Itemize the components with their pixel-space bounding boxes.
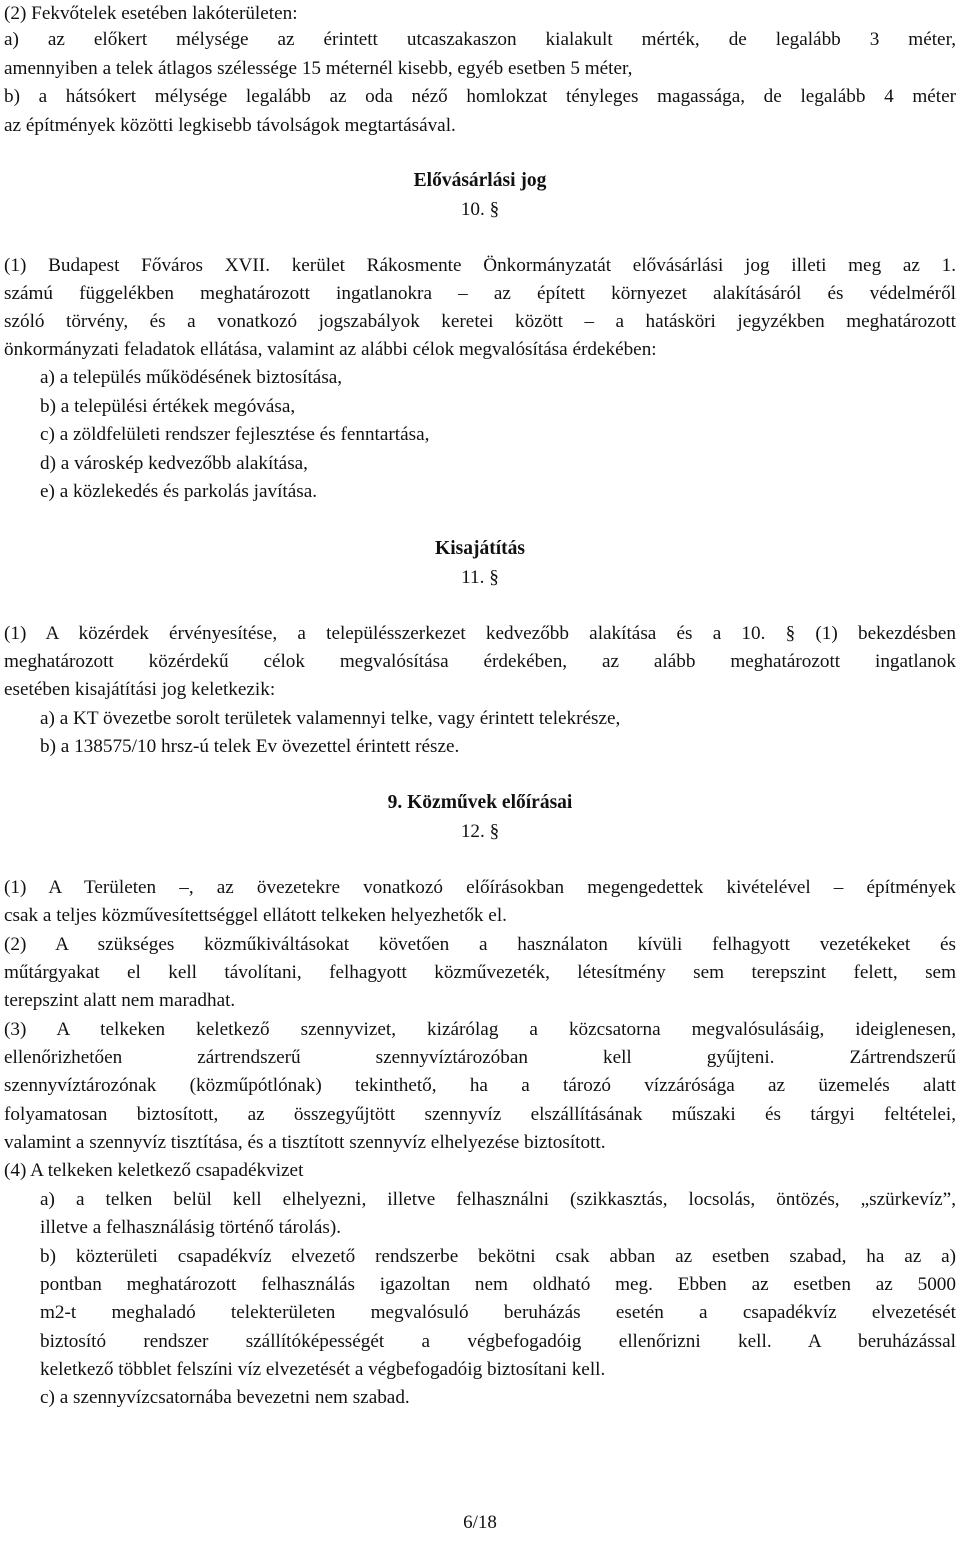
section-number: 12. § <box>460 821 500 842</box>
text-line: (2) A szükséges közműkiváltásokat követően a használaton kívüli felhagyott vezetékeket és <box>4 934 956 955</box>
text-line: (1) Budapest Főváros XVII. kerület Rákosmente Önkormányzatát elővásárlási jog illeti meg az 1. <box>4 255 956 276</box>
text-line: az építmények közötti legkisebb távolságok megtartásával. <box>4 115 456 136</box>
text-line: (4) A telkeken keletkező csapadékvizet <box>4 1160 304 1181</box>
text-line: folyamatosan biztosított, az összegyűjtött szennyvíz elszállításának műszaki és tárgyi feltételei, <box>4 1104 956 1125</box>
text-line: pontban meghatározott felhasználás igazoltan nem oldható meg. Ebben az esetben az 5000 <box>40 1274 956 1295</box>
text-line: (2) Fekvőtelek esetében lakóterületen: <box>4 3 298 24</box>
text-line: b) a települési értékek megóvása, <box>40 396 296 417</box>
section-heading: Elővásárlási jog <box>413 170 547 191</box>
text-line: műtárgyakat el kell távolítani, felhagyott közművezeték, létesítmény sem terepszint felett, sem <box>4 962 956 983</box>
section-number: 10. § <box>460 199 500 220</box>
text-line: d) a városkép kedvezőbb alakítása, <box>40 453 308 474</box>
text-line: a) a KT övezetbe sorolt területek valamennyi telke, vagy érintett telekrésze, <box>40 708 621 729</box>
text-line: biztosító rendszer szállítóképességét a végbefogadóig ellenőrizni kell. A beruházással <box>40 1331 956 1352</box>
text-line: c) a zöldfelületi rendszer fejlesztése és fenntartása, <box>40 424 430 445</box>
text-line: a) a település működésének biztosítása, <box>40 367 343 388</box>
text-line: önkormányzati feladatok ellátása, valamint az alábbi célok megvalósítása érdekében: <box>4 339 657 360</box>
text-line: terepszint alatt nem maradhat. <box>4 990 236 1011</box>
text-line: b) a hátsókert mélysége legalább az oda néző homlokzat tényleges magassága, de legalább 4 méter <box>4 86 956 107</box>
text-line: e) a közlekedés és parkolás javítása. <box>40 481 318 502</box>
text-line: valamint a szennyvíz tisztítása, és a tisztított szennyvíz elhelyezése biztosított. <box>4 1132 606 1153</box>
text-line: ellenőrizhetően zártrendszerű szennyvíztározóban kell gyűjteni. Zártrendszerű <box>4 1047 956 1068</box>
text-line: szennyvíztározónak (közműpótlónak) tekinthető, ha a tározó vízzárósága az üzemelés alatt <box>4 1075 956 1096</box>
page-number: 6/18 <box>463 1512 497 1533</box>
text-line: m2-t meghaladó telekterületen megvalósuló beruházás esetén a csapadékvíz elvezetését <box>40 1302 956 1323</box>
text-line: (1) A Területen –, az övezetekre vonatkozó előírásokban megengedettek kivételével – építmények <box>4 877 956 898</box>
text-line: c) a szennyvízcsatornába bevezetni nem szabad. <box>40 1387 410 1408</box>
text-line: keletkező többlet felszíni víz elvezetését a végbefogadóig biztosítani kell. <box>40 1359 606 1380</box>
text-line: b) közterületi csapadékvíz elvezető rendszerbe bekötni csak abban az esetben szabad, ha az a) <box>40 1246 956 1267</box>
text-line: meghatározott közérdekű célok megvalósítása érdekében, az alább meghatározott ingatlanok <box>4 651 956 672</box>
text-line: a) a telken belül kell elhelyezni, illetve felhasználni (szikkasztás, locsolás, öntözés, „szürkevíz”, <box>40 1189 956 1210</box>
text-line: esetében kisajátítási jog keletkezik: <box>4 679 276 700</box>
section-heading: Kisajátítás <box>435 538 525 559</box>
section-number: 11. § <box>461 567 499 588</box>
text-line: a) az előkert mélysége az érintett utcaszakaszon kialakult mérték, de legalább 3 méter, <box>4 29 956 50</box>
text-line: amennyiben a telek átlagos szélessége 15 méternél kisebb, egyéb esetben 5 méter, <box>4 58 633 79</box>
text-line: b) a 138575/10 hrsz-ú telek Ev övezettel érintett része. <box>40 736 460 757</box>
section-heading: 9. Közművek előírásai <box>387 792 573 813</box>
text-line: (3) A telkeken keletkező szennyvizet, kizárólag a közcsatorna megvalósulásáig, ideiglenesen, <box>4 1019 956 1040</box>
text-line: csak a teljes közművesítettséggel ellátott telkeken helyezhetők el. <box>4 905 507 926</box>
text-line: számú függelékben meghatározott ingatlanokra – az épített környezet alakításáról és védelméről <box>4 283 956 304</box>
text-line: (1) A közérdek érvényesítése, a településszerkezet kedvezőbb alakítása és a 10. § (1) bekezdésben <box>4 623 956 644</box>
text-line: szóló törvény, és a vonatkozó jogszabályok keretei között – a hatásköri jegyzékben meghatározott <box>4 311 956 332</box>
text-line: illetve a felhasználásig történő tárolás). <box>40 1217 342 1238</box>
